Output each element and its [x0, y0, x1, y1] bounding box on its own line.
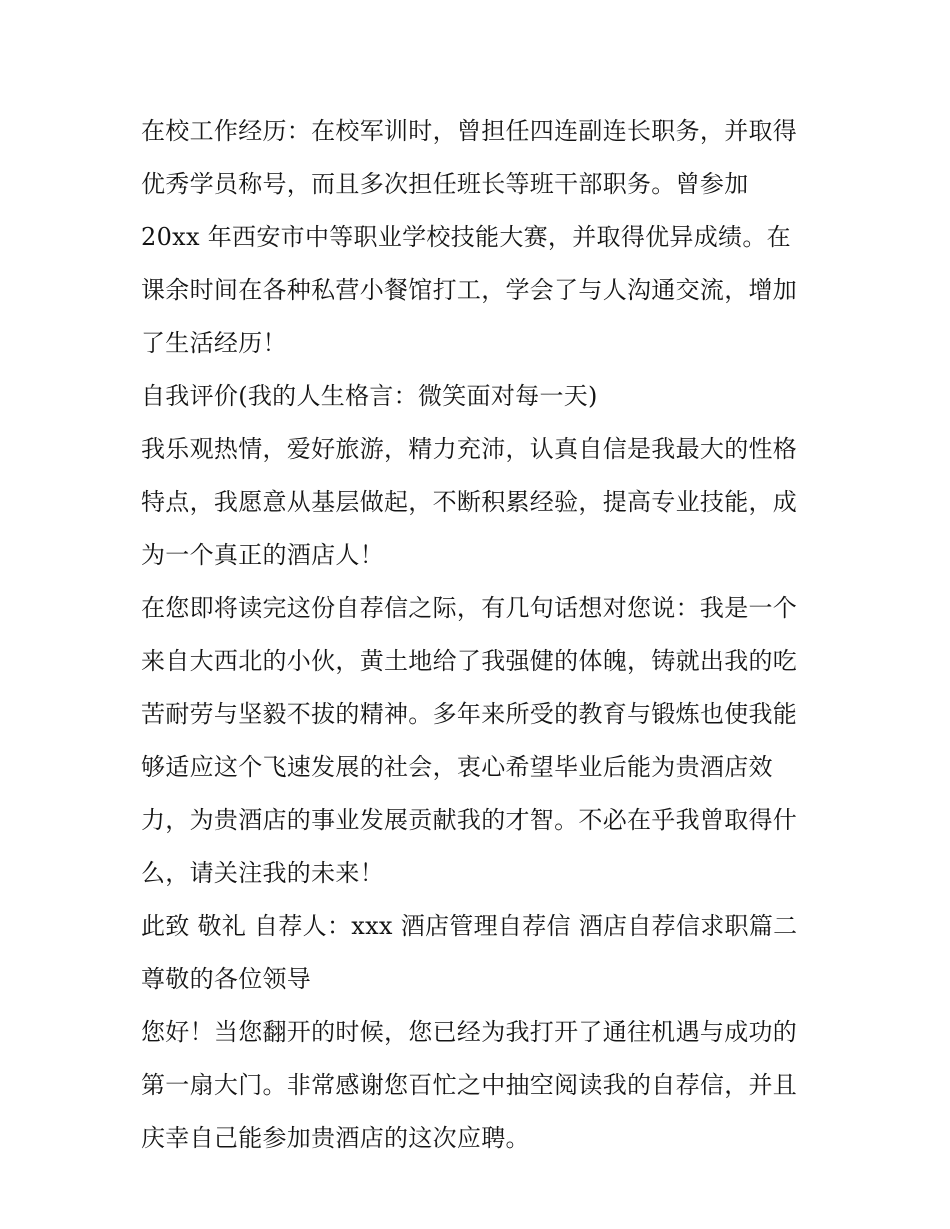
text-line: 课余时间在各种私营小餐馆打工，学会了与人沟通交流，增加: [141, 276, 798, 304]
document-body: [141, 105, 821, 1165]
text-line: 了生活经历！: [141, 329, 287, 357]
section-heading-self-evaluation: 自我评价(我的人生格言：微笑面对每一天): [141, 382, 598, 410]
text-line: 力，为贵酒店的事业发展贡献我的才智。不必在乎我曾取得什: [141, 806, 798, 834]
text-line: 20xx 年西安市中等职业学校技能大赛，并取得优异成绩。在: [141, 223, 791, 251]
text-line: 特点，我愿意从基层做起，不断积累经验，提高专业技能，成: [141, 488, 798, 516]
text-line: 够适应这个飞速发展的社会，衷心希望毕业后能为贵酒店效: [141, 753, 773, 781]
text-line: 苦耐劳与坚毅不拔的精神。多年来所受的教育与锻炼也使我能: [141, 700, 798, 728]
text-line: 优秀学员称号，而且多次担任班长等班干部职务。曾参加: [141, 170, 749, 198]
text-line: 在校工作经历：在校军训时，曾担任四连副连长职务，并取得: [141, 117, 798, 145]
text-line: 为一个真正的酒店人！: [141, 541, 384, 569]
salutation-line: 尊敬的各位领导: [141, 965, 312, 993]
text-line: 您好！当您翻开的时候，您已经为我打开了通往机遇与成功的: [141, 1018, 798, 1046]
closing-signature-line: 此致 敬礼 自荐人：xxx 酒店管理自荐信 酒店自荐信求职篇二: [141, 912, 798, 940]
text-line: 来自大西北的小伙，黄土地给了我强健的体魄，铸就出我的吃: [141, 647, 798, 675]
text-line: 我乐观热情，爱好旅游，精力充沛，认真自信是我最大的性格: [141, 435, 798, 463]
text-line: 庆幸自己能参加贵酒店的这次应聘。: [141, 1124, 530, 1152]
text-line: 第一扇大门。非常感谢您百忙之中抽空阅读我的自荐信，并且: [141, 1071, 798, 1099]
text-line: 么，请关注我的未来！: [141, 859, 384, 887]
text-line: 在您即将读完这份自荐信之际，有几句话想对您说：我是一个: [141, 594, 798, 622]
